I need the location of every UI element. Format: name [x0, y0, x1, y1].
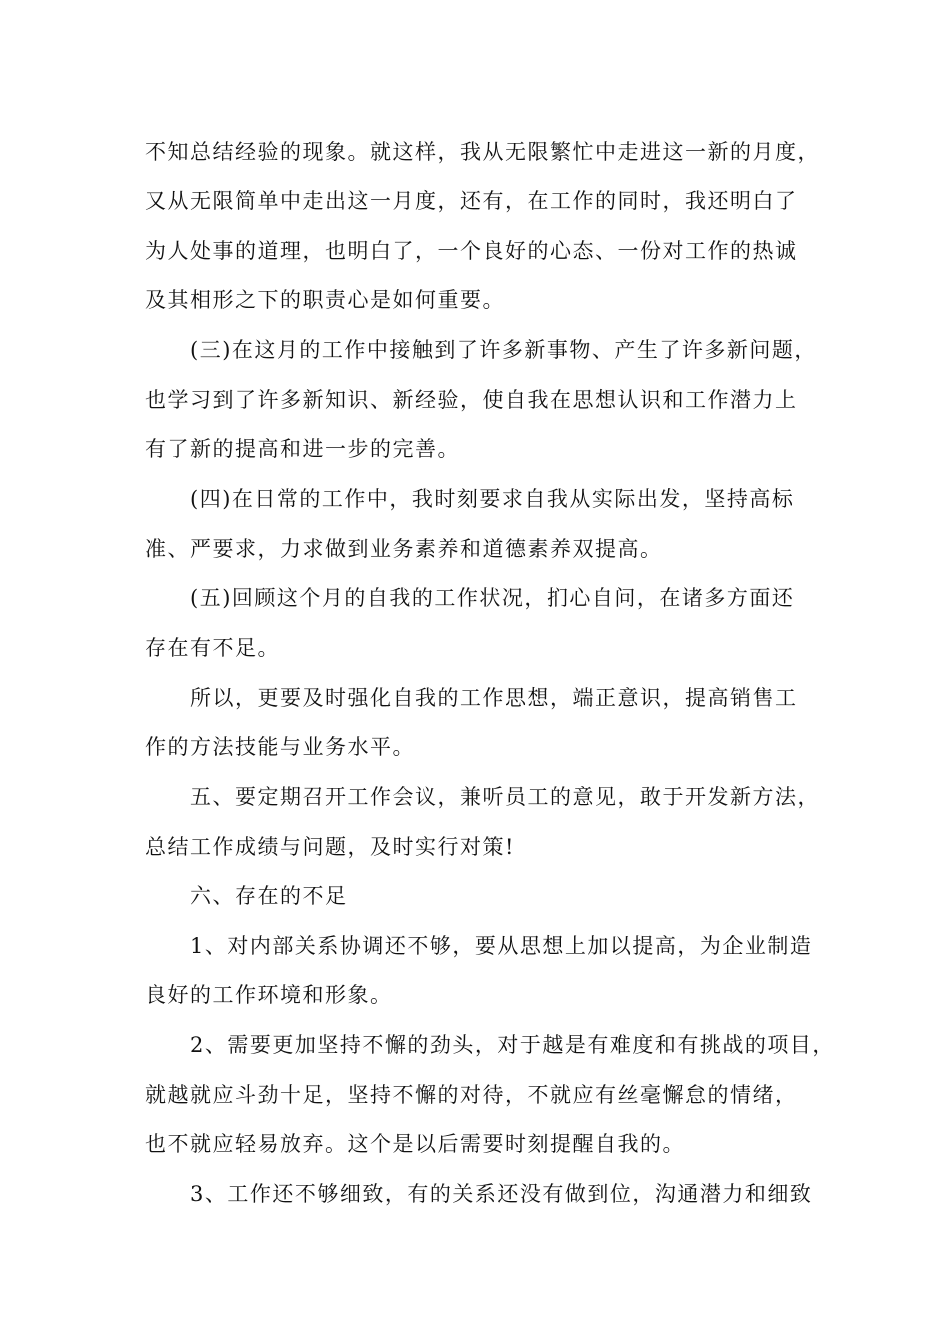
text-line: 也不就应轻易放弃。这个是以后需要时刻提醒自我的。	[145, 1132, 685, 1156]
text-line: 又从无限简单中走出这一月度，还有，在工作的同时，我还明白了	[145, 189, 798, 213]
text-line: 3、工作还不够细致，有的关系还没有做到位，沟通潜力和细致	[190, 1182, 813, 1206]
text-line: 总结工作成绩与问题，及时实行对策!	[145, 835, 515, 859]
text-line: 所以，更要及时强化自我的工作思想，端正意识，提高销售工	[190, 686, 798, 710]
text-line: 1、对内部关系协调还不够，要从思想上加以提高，为企业制造	[190, 934, 813, 958]
text-line: (三)在这月的工作中接触到了许多新事物、产生了许多新问题，	[190, 338, 817, 362]
text-line: 2、需要更加坚持不懈的劲头，对于越是有难度和有挑战的项目，	[190, 1033, 835, 1057]
text-line: 五、要定期召开工作会议，兼听员工的意见，敢于开发新方法，	[190, 785, 820, 809]
text-line: 也学习到了许多新知识、新经验，使自我在思想认识和工作潜力上	[145, 388, 798, 412]
text-line: 为人处事的道理，也明白了，一个良好的心态、一份对工作的热诚	[145, 239, 798, 263]
text-line: 良好的工作环境和形象。	[145, 983, 393, 1007]
text-line: 不知总结经验的现象。就这样，我从无限繁忙中走进这一新的月度，	[145, 140, 820, 164]
text-line: 六、存在的不足	[190, 884, 348, 908]
text-line: (四)在日常的工作中，我时刻要求自我从实际出发，坚持高标	[190, 487, 795, 511]
text-line: (五)回顾这个月的自我的工作状况，扪心自问，在诸多方面还	[190, 586, 795, 610]
text-line: 存在有不足。	[145, 636, 280, 660]
text-line: 准、严要求，力求做到业务素养和道德素养双提高。	[145, 537, 663, 561]
text-line: 有了新的提高和进一步的完善。	[145, 437, 460, 461]
text-line: 及其相形之下的职责心是如何重要。	[145, 288, 505, 312]
text-line: 作的方法技能与业务水平。	[145, 735, 415, 759]
text-line: 就越就应斗劲十足，坚持不懈的对待，不就应有丝毫懈怠的情绪，	[145, 1083, 798, 1107]
